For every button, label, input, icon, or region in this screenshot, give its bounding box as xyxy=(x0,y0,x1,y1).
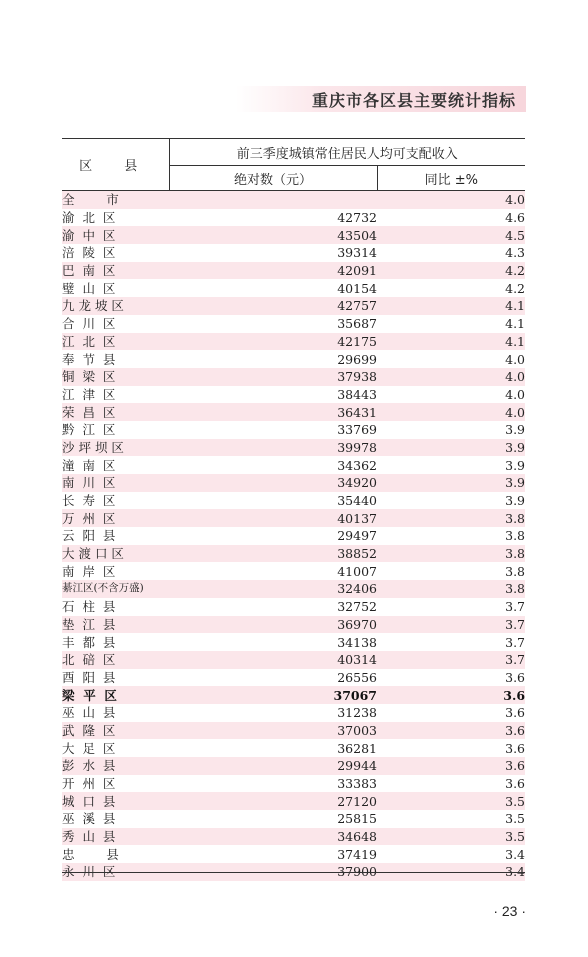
table-row xyxy=(62,757,525,775)
absolute-value-cell: 42757 xyxy=(169,297,377,315)
yoy-change-cell: 3.6 xyxy=(377,704,525,722)
absolute-value-cell: 37067 xyxy=(169,686,377,704)
district-column-header: 区 县 xyxy=(62,139,169,191)
district-name-cell: 忠 县 xyxy=(62,845,169,863)
absolute-value-cell: 33769 xyxy=(169,421,377,439)
absolute-value-cell: 37900 xyxy=(169,863,377,881)
page-title: 重庆市各区县主要统计指标 xyxy=(311,91,516,110)
absolute-value-cell: 35687 xyxy=(169,315,377,333)
district-name-cell: 云 阳 县 xyxy=(62,527,169,545)
district-name-cell: 九 龙 坡 区 xyxy=(62,297,169,315)
absolute-value-cell: 35440 xyxy=(169,492,377,510)
statistics-table xyxy=(62,138,525,881)
district-name-cell: 沙 坪 坝 区 xyxy=(62,439,169,457)
yoy-change-cell: 3.6 xyxy=(377,669,525,687)
table-row xyxy=(62,775,525,793)
absolute-value-cell: 37419 xyxy=(169,845,377,863)
district-name-cell: 大 渡 口 区 xyxy=(62,545,169,563)
absolute-value-cell: 34362 xyxy=(169,456,377,474)
district-name-cell: 城 口 县 xyxy=(62,792,169,810)
district-name-cell: 酉 阳 县 xyxy=(62,669,169,687)
absolute-column-header: 绝对数（元） xyxy=(169,166,377,191)
yoy-change-cell: 3.4 xyxy=(377,845,525,863)
district-name-cell: 荣 昌 区 xyxy=(62,403,169,421)
absolute-value-cell: 29497 xyxy=(169,527,377,545)
district-name-cell: 巴 南 区 xyxy=(62,262,169,280)
yoy-change-cell: 4.0 xyxy=(377,368,525,386)
yoy-change-cell: 3.5 xyxy=(377,792,525,810)
district-name-cell: 南 岸 区 xyxy=(62,562,169,580)
yoy-change-cell: 3.7 xyxy=(377,598,525,616)
district-name-cell: 巫 山 县 xyxy=(62,704,169,722)
district-name-cell: 梁 平 区 xyxy=(62,686,169,704)
table-row xyxy=(62,509,525,527)
table-row xyxy=(62,722,525,740)
yoy-change-cell: 3.8 xyxy=(377,580,525,598)
table-row xyxy=(62,244,525,262)
absolute-value-cell: 36431 xyxy=(169,403,377,421)
table-row xyxy=(62,226,525,244)
district-name-cell: 石 柱 县 xyxy=(62,598,169,616)
table-bottom-rule xyxy=(62,872,525,873)
table-row xyxy=(62,845,525,863)
yoy-change-cell: 4.6 xyxy=(377,209,525,227)
absolute-value-cell: 25815 xyxy=(169,810,377,828)
absolute-value-cell: 34920 xyxy=(169,474,377,492)
table-row xyxy=(62,633,525,651)
absolute-value-cell: 32406 xyxy=(169,580,377,598)
district-name-cell: 綦江区(不含万盛) xyxy=(62,580,169,598)
table-row xyxy=(62,739,525,757)
yoy-change-cell: 4.2 xyxy=(377,279,525,297)
yoy-change-cell: 3.8 xyxy=(377,562,525,580)
yoy-change-cell: 3.6 xyxy=(377,739,525,757)
absolute-value-cell: 42732 xyxy=(169,209,377,227)
absolute-value-cell: 31238 xyxy=(169,704,377,722)
district-name-cell: 潼 南 区 xyxy=(62,456,169,474)
table-row xyxy=(62,527,525,545)
district-name-cell: 铜 梁 区 xyxy=(62,368,169,386)
table-row xyxy=(62,828,525,846)
yoy-change-cell: 3.9 xyxy=(377,456,525,474)
absolute-value-cell: 29699 xyxy=(169,350,377,368)
table-row xyxy=(62,403,525,421)
district-name-cell: 涪 陵 区 xyxy=(62,244,169,262)
table-row xyxy=(62,209,525,227)
table-row xyxy=(62,421,525,439)
district-name-cell: 开 州 区 xyxy=(62,775,169,793)
absolute-value-cell: 40314 xyxy=(169,651,377,669)
table-row xyxy=(62,350,525,368)
table-row xyxy=(62,474,525,492)
district-name-cell: 大 足 区 xyxy=(62,739,169,757)
yoy-change-cell: 4.0 xyxy=(377,386,525,404)
table-row xyxy=(62,262,525,280)
absolute-value-cell: 37003 xyxy=(169,722,377,740)
yoy-change-cell: 4.1 xyxy=(377,297,525,315)
district-name-cell: 永 川 区 xyxy=(62,863,169,881)
absolute-value-cell: 34648 xyxy=(169,828,377,846)
absolute-value-cell: 40137 xyxy=(169,509,377,527)
yoy-change-cell: 4.2 xyxy=(377,262,525,280)
absolute-value-cell xyxy=(169,191,377,209)
district-name-cell: 彭 水 县 xyxy=(62,757,169,775)
table-row xyxy=(62,616,525,634)
absolute-value-cell: 41007 xyxy=(169,562,377,580)
table-row xyxy=(62,368,525,386)
absolute-value-cell: 27120 xyxy=(169,792,377,810)
table-row xyxy=(62,562,525,580)
district-name-cell: 江 北 区 xyxy=(62,333,169,351)
yoy-change-cell: 3.8 xyxy=(377,545,525,563)
table-row xyxy=(62,333,525,351)
district-name-cell: 秀 山 县 xyxy=(62,828,169,846)
absolute-value-cell: 36970 xyxy=(169,616,377,634)
district-name-cell: 万 州 区 xyxy=(62,509,169,527)
district-name-cell: 南 川 区 xyxy=(62,474,169,492)
yoy-change-cell: 3.9 xyxy=(377,439,525,457)
absolute-value-cell: 33383 xyxy=(169,775,377,793)
yoy-change-cell: 3.7 xyxy=(377,616,525,634)
district-name-cell: 奉 节 县 xyxy=(62,350,169,368)
district-name-cell: 巫 溪 县 xyxy=(62,810,169,828)
yoy-change-cell: 3.7 xyxy=(377,651,525,669)
yoy-change-cell: 3.9 xyxy=(377,474,525,492)
absolute-value-cell: 38852 xyxy=(169,545,377,563)
absolute-value-cell: 34138 xyxy=(169,633,377,651)
district-name-cell: 武 隆 区 xyxy=(62,722,169,740)
yoy-change-cell: 3.8 xyxy=(377,527,525,545)
district-name-cell: 北 碚 区 xyxy=(62,651,169,669)
district-name-cell: 渝 中 区 xyxy=(62,226,169,244)
yoy-change-cell: 3.8 xyxy=(377,509,525,527)
absolute-value-cell: 39978 xyxy=(169,439,377,457)
table-row xyxy=(62,598,525,616)
absolute-value-cell: 42091 xyxy=(169,262,377,280)
yoy-change-cell: 3.5 xyxy=(377,810,525,828)
table-row xyxy=(62,456,525,474)
yoy-change-cell: 3.6 xyxy=(377,722,525,740)
absolute-value-cell: 29944 xyxy=(169,757,377,775)
district-name-cell: 垫 江 县 xyxy=(62,616,169,634)
table-row xyxy=(62,792,525,810)
yoy-change-cell: 3.6 xyxy=(377,757,525,775)
absolute-value-cell: 32752 xyxy=(169,598,377,616)
table-row xyxy=(62,580,525,598)
table-row xyxy=(62,492,525,510)
absolute-value-cell: 37938 xyxy=(169,368,377,386)
yoy-change-cell: 4.0 xyxy=(377,403,525,421)
absolute-value-cell: 26556 xyxy=(169,669,377,687)
district-name-cell: 渝 北 区 xyxy=(62,209,169,227)
district-name-cell: 璧 山 区 xyxy=(62,279,169,297)
table-row xyxy=(62,297,525,315)
yoy-change-cell: 4.0 xyxy=(377,191,525,209)
table-row xyxy=(62,669,525,687)
absolute-value-cell: 36281 xyxy=(169,739,377,757)
district-name-cell: 合 川 区 xyxy=(62,315,169,333)
absolute-value-cell: 42175 xyxy=(169,333,377,351)
table-row xyxy=(62,686,525,704)
table-row xyxy=(62,386,525,404)
table-row xyxy=(62,439,525,457)
income-group-header: 前三季度城镇常住居民人均可支配收入 xyxy=(169,139,525,166)
district-name-cell: 丰 都 县 xyxy=(62,633,169,651)
table-row xyxy=(62,651,525,669)
table-row xyxy=(62,279,525,297)
table-row xyxy=(62,191,525,209)
yoy-change-cell: 3.7 xyxy=(377,633,525,651)
district-name-cell: 江 津 区 xyxy=(62,386,169,404)
district-name-cell: 全 市 xyxy=(62,191,169,209)
district-name-cell: 长 寿 区 xyxy=(62,492,169,510)
absolute-value-cell: 43504 xyxy=(169,226,377,244)
absolute-value-cell: 39314 xyxy=(169,244,377,262)
table-row xyxy=(62,704,525,722)
table-row xyxy=(62,315,525,333)
title-band xyxy=(236,86,526,112)
absolute-value-cell: 40154 xyxy=(169,279,377,297)
yoy-change-cell: 3.4 xyxy=(377,863,525,881)
table-row xyxy=(62,810,525,828)
yoy-change-cell: 3.6 xyxy=(377,775,525,793)
district-name-cell: 黔 江 区 xyxy=(62,421,169,439)
table-row xyxy=(62,545,525,563)
yoy-column-header: 同比 ±% xyxy=(377,166,525,191)
page-number: · 23 · xyxy=(493,903,526,919)
yoy-change-cell: 4.1 xyxy=(377,333,525,351)
yoy-change-cell: 3.6 xyxy=(377,686,525,704)
yoy-change-cell: 3.9 xyxy=(377,492,525,510)
yoy-change-cell: 3.9 xyxy=(377,421,525,439)
yoy-change-cell: 4.5 xyxy=(377,226,525,244)
yoy-change-cell: 4.1 xyxy=(377,315,525,333)
yoy-change-cell: 4.0 xyxy=(377,350,525,368)
yoy-change-cell: 4.3 xyxy=(377,244,525,262)
yoy-change-cell: 3.5 xyxy=(377,828,525,846)
absolute-value-cell: 38443 xyxy=(169,386,377,404)
